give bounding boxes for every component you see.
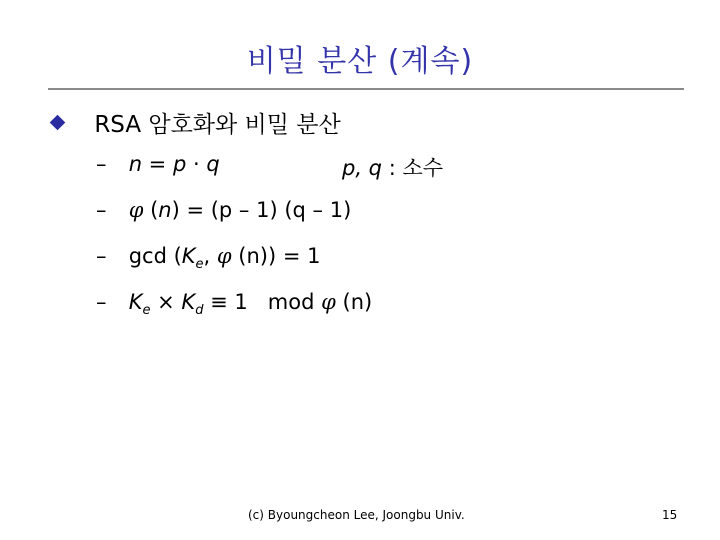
main-bullet bbox=[52, 106, 341, 139]
formula-n: – n = p · q bbox=[96, 152, 220, 176]
title-divider bbox=[48, 88, 684, 90]
diamond-bullet-icon bbox=[50, 115, 66, 131]
dash-marker: – bbox=[96, 152, 107, 176]
dash-marker: – bbox=[96, 198, 107, 222]
page-number: 15 bbox=[662, 508, 678, 522]
dash-marker: – bbox=[96, 244, 107, 268]
dash-marker: – bbox=[96, 290, 107, 314]
formula-gcd: – $\gcd (K_e$, φ (n)) = 1 bbox=[96, 244, 321, 273]
footer-credit: (c) Byoungcheon Lee, Joongbu Univ. bbox=[248, 508, 465, 522]
formula-key-relation: – $K_e \times K_d \equiv 1$ mod φ (n) bbox=[96, 290, 373, 319]
prime-note: p, q : 소수 bbox=[342, 156, 444, 180]
formula-phi: – φ (n) = (p – 1) (q – 1) bbox=[96, 198, 352, 222]
main-bullet-text: RSA 암호화와 비밀 분산 bbox=[94, 112, 341, 138]
slide-title: 비밀 분산 (계속) bbox=[246, 44, 474, 79]
